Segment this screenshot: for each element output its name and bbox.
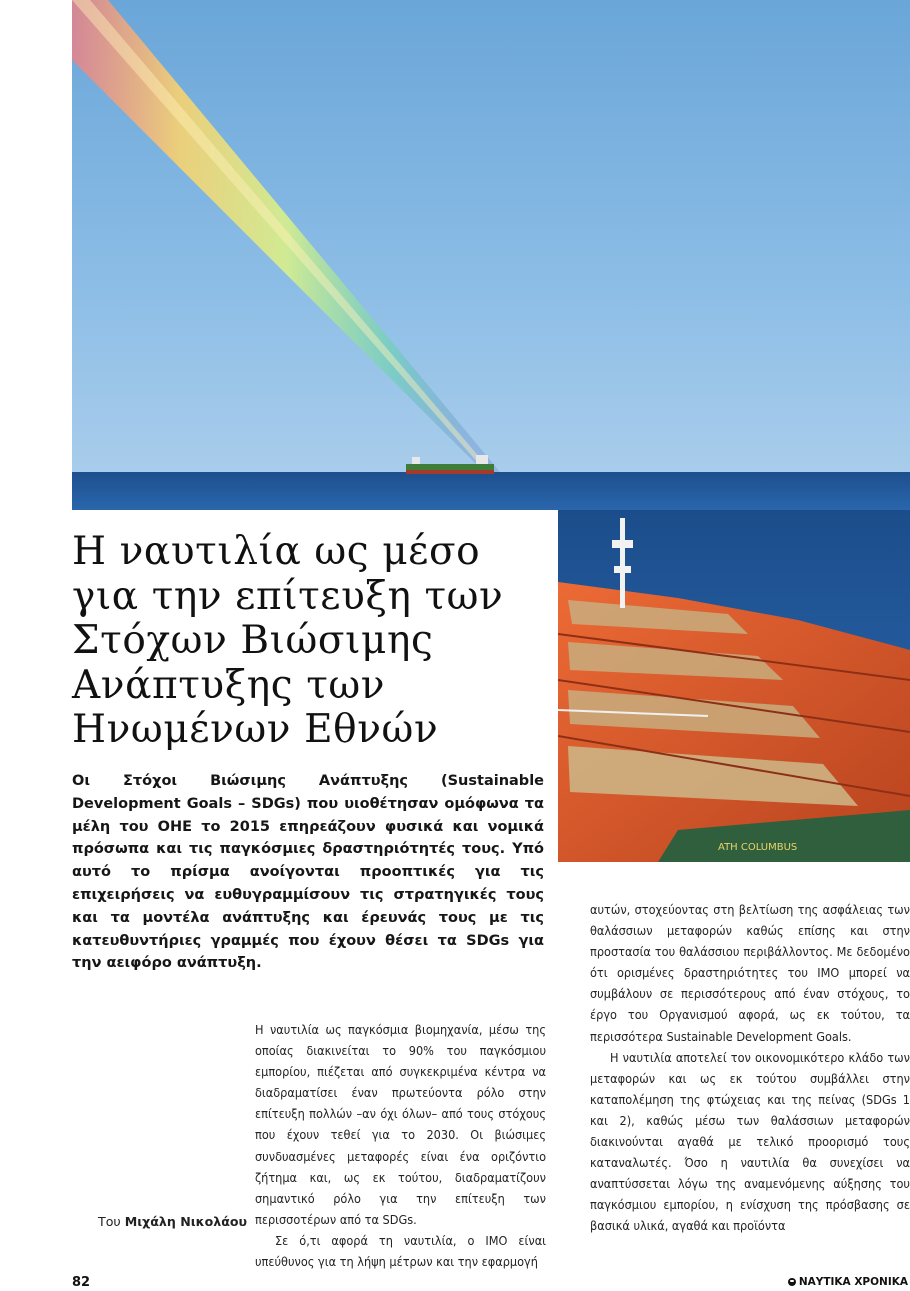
body-column-right xyxy=(590,899,910,1237)
title-line: Στόχων Βιώσιμης xyxy=(72,618,434,663)
body-column-middle xyxy=(255,1019,546,1272)
hero-photo xyxy=(72,0,910,510)
ship-deck-photo xyxy=(558,510,910,862)
magazine-title: ΝΑΥΤΙΚΑ ΧΡΟΝΙΚΑ xyxy=(798,1276,908,1288)
body-paragraph: Η ναυτιλία αποτελεί τον οικονομικότερο κλάδο των μεταφορών και ως εκ τούτου συμβάλλει στην καταπολέμηση της φτώχειας και της πείνας (SDGs 1 και 2), καθώς μέσω των θαλάσσιων μεταφορών διακινούνται αγαθά με τελικό προορισμό τους καταναλωτές. Όσο η ναυτιλία θα συνεχίσει να αναπτύσσεται λόγω της αναμενόμενης αύξησης του παγκόσμιου εμπορίου, η ενίσχυση της πρόσβασης σε βασικά υλικά, αγαθά και προϊόντα xyxy=(590,1049,910,1234)
body-paragraph: αυτών, στοχεύοντας στη βελτίωση της ασφάλειας των θαλάσσιων μεταφορών καθώς επίσης και στην προστασία του θαλάσσιου περιβάλλοντος. Με δεδομένο ότι ορισμένες δραστηριότητες του ΙΜΟ μπορεί να συμβάλουν σε περισσότερους από έναν στόχους, το έργο του Οργανισμού αφορά, ως εκ τούτου, τα περισσότερα Sustainable Development Goals. xyxy=(590,902,910,1044)
body-paragraph: Η ναυτιλία ως παγκόσμια βιομηχανία, μέσω της οποίας διακινείται το 90% του παγκόσμιου εμπορίου, πιέζεται από συγκεκριμένα κέντρα να διαδραματίσει έναν πρωτεύοντα ρόλο στην επίτευξη πολλών –αν όχι όλων– από τους στόχους που έχουν τεθεί για το 2030. Οι βιώσιμες συνδυασμένες μεταφορές είναι ένα οριζόντιο ζήτημα και, ως εκ τούτου, διαδραματίζουν σημαντικό ρόλο για την επίτευξη των περισσοτέρων από τα SDGs. xyxy=(255,1022,546,1227)
magazine-name xyxy=(788,1276,908,1288)
title-line: Ηνωμένων Εθνών xyxy=(72,707,439,752)
title-line: Ανάπτυξης των xyxy=(72,662,386,708)
article-title xyxy=(72,530,552,753)
title-line: Η ναυτιλία ως μέσο xyxy=(72,529,481,574)
byline xyxy=(98,1214,247,1229)
byline-prefix: Του xyxy=(98,1214,121,1229)
page-number: 82 xyxy=(72,1275,91,1290)
ship-hull-text: ATH COLUMBUS xyxy=(718,842,798,853)
byline-author: Μιχάλη Νικολάου xyxy=(124,1214,248,1229)
body-paragraph: Σε ό,τι αφορά τη ναυτιλία, ο ΙΜΟ είναι υπεύθυνος για τη λήψη μέτρων και την εφαρμογή xyxy=(255,1232,546,1270)
article-lead: Οι Στόχοι Βιώσιμης Ανάπτυξης (Sustainable Development Goals – SDGs) που υιοθέτησαν ομόφωνα τα μέλη του ΟΗΕ το 2015 επηρεάζουν φυσικά και νομικά πρόσωπα και τις παγκόσμιες δραστηριότητές τους. Υπό αυτό το πρίσμα ανοίγονται προοπτικές για τις επιχειρήσεις να ευθυγραμμίσουν τις στρατηγικές τους και τα μοντέλα ανάπτυξης και έρευνάς τους με τις κατευθυντήριες γραμμές που έχουν θέσει τα SDGs για την αειφόρο ανάπτυξη. xyxy=(72,773,544,972)
magazine-logo-icon xyxy=(788,1278,796,1286)
title-line: για την επίτευξη των xyxy=(72,573,504,619)
